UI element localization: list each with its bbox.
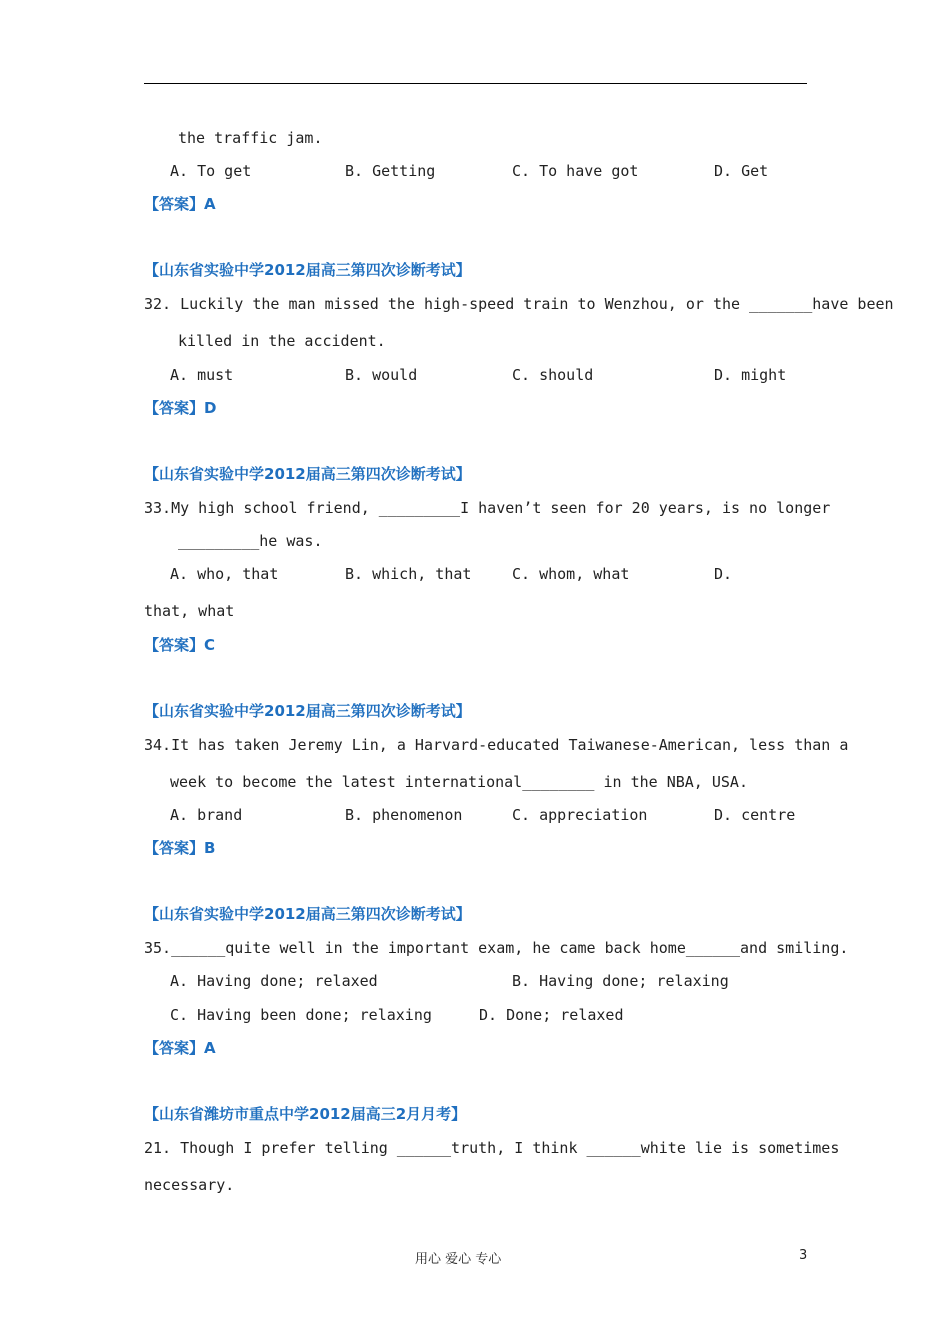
source-heading: 【山东省实验中学2012届高三第四次诊断考试】 <box>144 702 471 720</box>
answer-33: 【答案】C <box>144 636 216 654</box>
question-34-line-2: week to become the latest international________ in the NBA, USA. <box>170 773 748 791</box>
option-a: A. must <box>170 366 234 384</box>
question-21-line-1: 21. Though I prefer telling ______truth, I think ______white lie is sometimes <box>144 1139 840 1157</box>
source-heading: 【山东省潍坊市重点中学2012届高三2月月考】 <box>144 1105 467 1123</box>
option-a: A. who, that <box>170 565 279 583</box>
source-heading: 【山东省实验中学2012届高三第四次诊断考试】 <box>144 261 471 279</box>
question-31-continuation: the traffic jam. <box>178 129 323 147</box>
option-c: C. should <box>512 366 594 384</box>
question-32-line-1: 32. Luckily the man missed the high-speed train to Wenzhou, or the _______have been <box>144 295 894 313</box>
option-b: B. Having done; relaxing <box>512 972 729 990</box>
option-b: B. would <box>345 366 418 384</box>
option-b: B. Getting <box>345 162 436 180</box>
page-number: 3 <box>799 1248 808 1263</box>
option-d: D. Get <box>714 162 769 180</box>
question-32-line-2: killed in the accident. <box>178 332 386 350</box>
footer-slogan: 用心 爱心 专心 <box>415 1252 502 1267</box>
answer-32: 【答案】D <box>144 399 217 417</box>
question-34-line-1: 34.It has taken Jeremy Lin, a Harvard-educated Taiwanese-American, less than a <box>144 736 849 754</box>
option-a: A. Having done; relaxed <box>170 972 378 990</box>
option-d: D. Done; relaxed <box>479 1006 624 1024</box>
source-heading: 【山东省实验中学2012届高三第四次诊断考试】 <box>144 465 471 483</box>
option-d: D. <box>714 565 733 583</box>
option-b: B. which, that <box>345 565 472 583</box>
header-rule <box>144 83 807 84</box>
option-d: D. centre <box>714 806 796 824</box>
source-heading: 【山东省实验中学2012届高三第四次诊断考试】 <box>144 905 471 923</box>
option-b: B. phenomenon <box>345 806 463 824</box>
option-a: A. brand <box>170 806 243 824</box>
option-c: C. appreciation <box>512 806 648 824</box>
question-33-line-2: _________he was. <box>178 532 323 550</box>
option-c: C. To have got <box>512 162 639 180</box>
answer-31: 【答案】A <box>144 195 216 213</box>
question-35-line-1: 35.______quite well in the important exam, he came back home______and smiling. <box>144 939 849 957</box>
option-d-continuation: that, what <box>144 602 235 620</box>
answer-34: 【答案】B <box>144 839 216 857</box>
option-c: C. whom, what <box>512 565 630 583</box>
question-21-line-2: necessary. <box>144 1176 235 1194</box>
question-33-line-1: 33.My high school friend, _________I haven’t seen for 20 years, is no longer <box>144 499 831 517</box>
option-d: D. might <box>714 366 787 384</box>
option-a: A. To get <box>170 162 252 180</box>
option-c: C. Having been done; relaxing <box>170 1006 432 1024</box>
answer-35: 【答案】A <box>144 1039 216 1057</box>
